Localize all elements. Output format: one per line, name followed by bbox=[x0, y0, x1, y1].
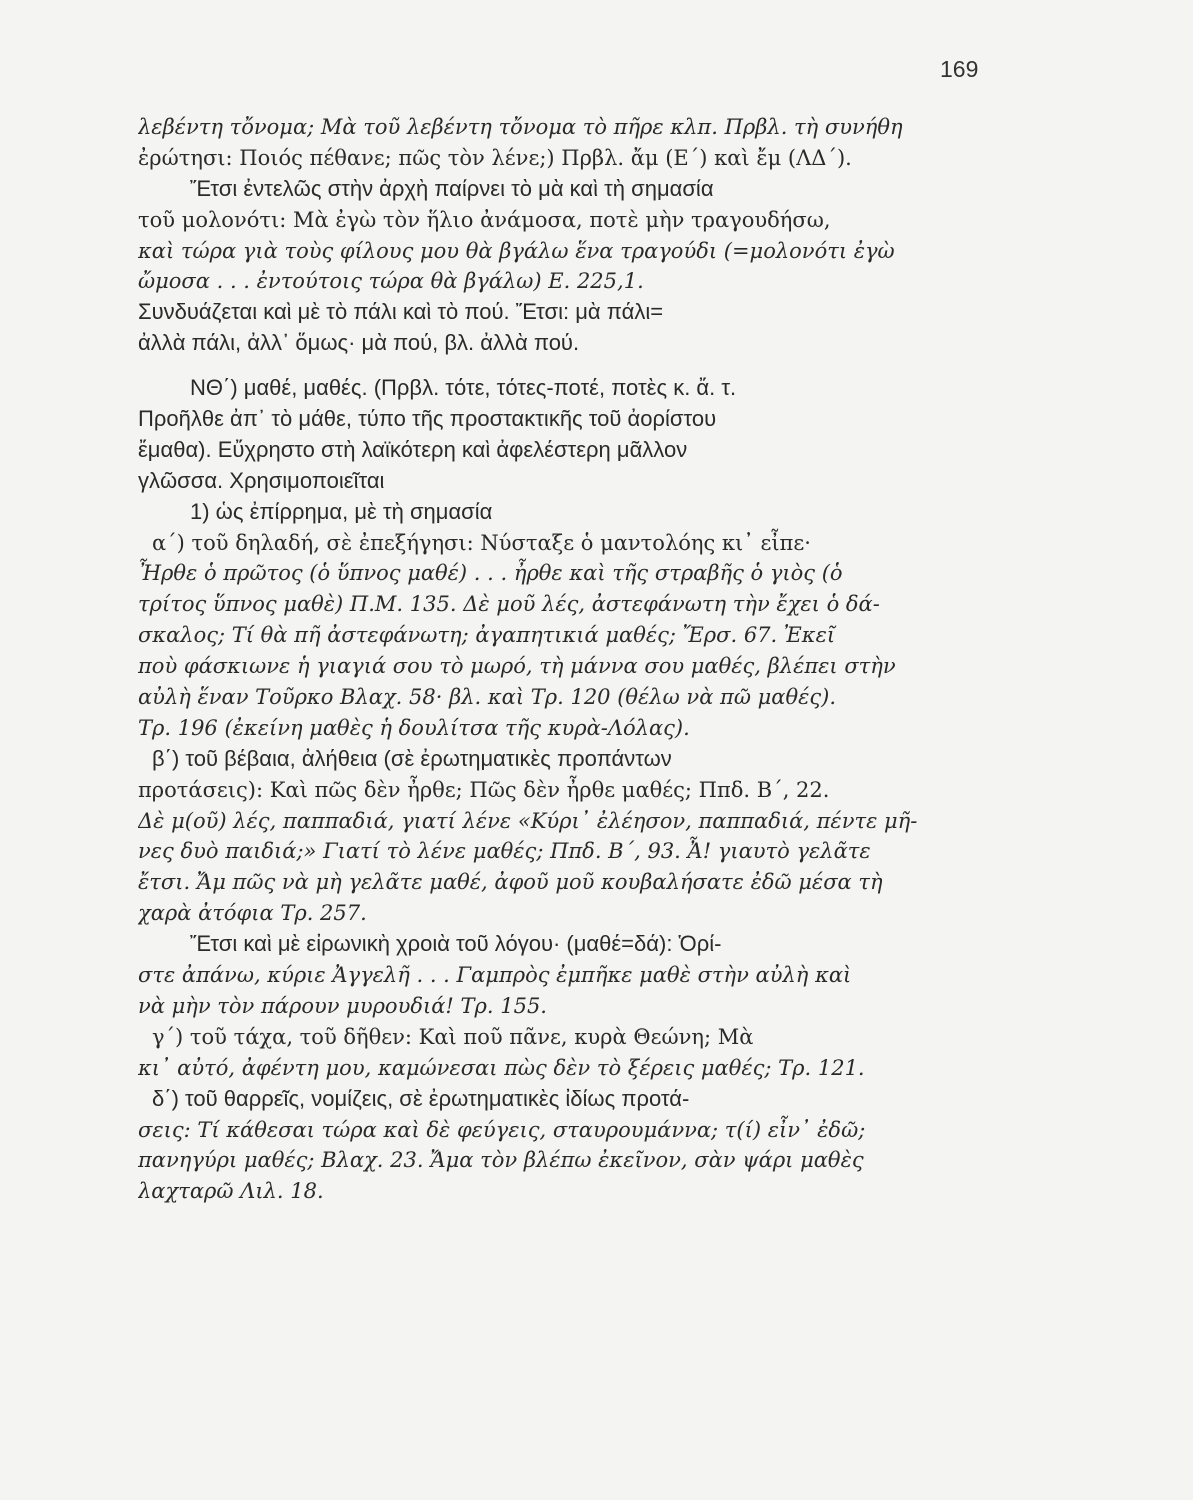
text-line: γλῶσσα. Χρησιμοποιεῖται bbox=[138, 467, 385, 493]
text-line: νὰ μὴν τὸν πάρουν μυρουδιά! Τρ. 155. bbox=[138, 993, 547, 1018]
text-line: Ἔτσι καὶ μὲ εἰρωνικὴ χροιὰ τοῦ λόγου· (μαθέ=δά): Ὁρί- bbox=[190, 931, 722, 957]
text-line: πανηγύρι μαθές; Βλαχ. 23. Ἄμα τὸν βλέπω ἐκεῖνον, σὰν ψάρι μαθὲς bbox=[138, 1148, 864, 1173]
text-line: ὤμοσα . . . ἐντούτοις τώρα θὰ βγάλω) Ε. 225,1. bbox=[138, 269, 644, 294]
page-number: 169 bbox=[940, 56, 979, 82]
text-line: ΝΘ΄) μαθέ, μαθές. (Πρβλ. τότε, τότες-ποτέ, ποτὲς κ. ἄ. τ. bbox=[190, 375, 737, 401]
text-line: 1) ὡς ἐπίρρημα, μὲ τὴ σημασία bbox=[190, 498, 493, 524]
text-line: α΄) τοῦ δηλαδή, σὲ ἐπεξήγησι: Νύσταξε ὁ μαντολόης κι᾽ εἶπε· bbox=[152, 530, 811, 555]
text-line: Συνδυάζεται καὶ μὲ τὸ πάλι καὶ τὸ πού. Ἔτσι: μὰ πάλι= bbox=[138, 299, 664, 325]
text-line: β΄) τοῦ βέβαια, ἀλήθεια (σὲ ἐρωτηματικὲς προπάντων bbox=[152, 745, 672, 771]
document-body bbox=[138, 112, 990, 1207]
text-line: κι᾽ αὐτό, ἀφέντη μου, καμώνεσαι πὼς δὲν τὸ ξέρεις μαθές; Τρ. 121. bbox=[138, 1055, 865, 1080]
text-line: ἔμαθα). Εὔχρηστο στὴ λαϊκότερη καὶ ἀφελέστερη μᾶλλον bbox=[138, 436, 688, 462]
text-line: Δὲ μ(οῦ) λές, παππαδιά, γιατί λένε «Κύρι᾽ ἐλέησον, παππαδιά, πέντε μῆ- bbox=[138, 808, 918, 833]
text-line: ἐρώτησι: Ποιός πέθανε; πῶς τὸν λένε;) Πρβλ. ἄμ (Ε΄) καὶ ἔμ (ΛΔ΄). bbox=[138, 145, 852, 170]
text-line: τρίτος ὕπνος μαθὲ) Π.Μ. 135. Δὲ μοῦ λές, ἀστεφάνωτη τὴν ἔχει ὁ δά- bbox=[138, 592, 880, 617]
text-line: Ἦρθε ὁ πρῶτος (ὁ ὕπνος μαθέ) . . . ἦρθε καὶ τῆς στραβῆς ὁ γιὸς (ὁ bbox=[138, 561, 843, 586]
text-line: προτάσεις): Καὶ πῶς δὲν ἦρθε; Πῶς δὲν ἦρθε μαθές; Ππδ. Β΄, 22. bbox=[138, 777, 830, 802]
text-line: γ΄) τοῦ τάχα, τοῦ δῆθεν: Καὶ ποῦ πᾶνε, κυρὰ Θεώνη; Μὰ bbox=[152, 1024, 754, 1049]
text-line: Τρ. 196 (ἐκείνη μαθὲς ἡ δουλίτσα τῆς κυρὰ-Λόλας). bbox=[138, 715, 690, 740]
text-line: δ΄) τοῦ θαρρεῖς, νομίζεις, σὲ ἐρωτηματικὲς ἰδίως προτά- bbox=[152, 1085, 690, 1111]
text-line: σεις: Τί κάθεσαι τώρα καὶ δὲ φεύγεις, σταυρουμάννα; τ(ί) εἶν᾽ ἐδῶ; bbox=[138, 1117, 866, 1142]
text-line: στε ἀπάνω, κύριε Ἀγγελῆ . . . Γαμπρὸς ἐμπῆκε μαθὲ στὴν αὐλὴ καὶ bbox=[138, 963, 852, 988]
text-line: ἀλλὰ πάλι, ἀλλ᾽ ὅμως· μὰ πού, βλ. ἀλλὰ πού. bbox=[138, 330, 580, 356]
text-line: ἔτσι. Ἄμ πῶς νὰ μὴ γελᾶτε μαθέ, ἀφοῦ μοῦ κουβαλήσατε ἐδῶ μέσα τὴ bbox=[138, 870, 883, 895]
text-line: Προῆλθε ἀπ᾽ τὸ μάθε, τύπο τῆς προστακτικῆς τοῦ ἀορίστου bbox=[138, 406, 717, 432]
text-line: λαχταρῶ Λιλ. 18. bbox=[138, 1179, 324, 1204]
text-line: νες δυὸ παιδιά;» Γιατί τὸ λένε μαθές; Ππδ. Β΄, 93. Ἆ! γιαυτὸ γελᾶτε bbox=[138, 839, 871, 864]
text-line: Ἔτσι ἐντελῶς στὴν ἀρχὴ παίρνει τὸ μὰ καὶ τὴ σημασία bbox=[190, 175, 714, 201]
text-line: λεβέντη τὄνομα; Μὰ τοῦ λεβέντη τὄνομα τὸ πῆρε κλπ. Πρβλ. τὴ συνήθη bbox=[138, 115, 903, 139]
text-line: σκαλος; Τί θὰ πῆ ἀστεφάνωτη; ἀγαπητικιά μαθές; Ἔρσ. 67. Ἐκεῖ bbox=[138, 623, 836, 648]
text-line: καὶ τώρα γιὰ τοὺς φίλους μου θὰ βγάλω ἕνα τραγούδι (=μολονότι ἐγὼ bbox=[138, 238, 895, 263]
text-line: χαρὰ ἀτόφια Τρ. 257. bbox=[138, 901, 367, 926]
text-line: αὐλὴ ἕναν Τοῦρκο Βλαχ. 58· βλ. καὶ Τρ. 120 (θέλω νὰ πῶ μαθές). bbox=[138, 685, 837, 710]
text-line: ποὺ φάσκιωνε ἡ γιαγιά σου τὸ μωρό, τὴ μάννα σου μαθές, βλέπει στὴν bbox=[138, 654, 896, 679]
text-line: τοῦ μολονότι: Μὰ ἐγὼ τὸν ἥλιο ἀνάμοσα, ποτὲ μὴν τραγουδήσω, bbox=[138, 207, 831, 232]
